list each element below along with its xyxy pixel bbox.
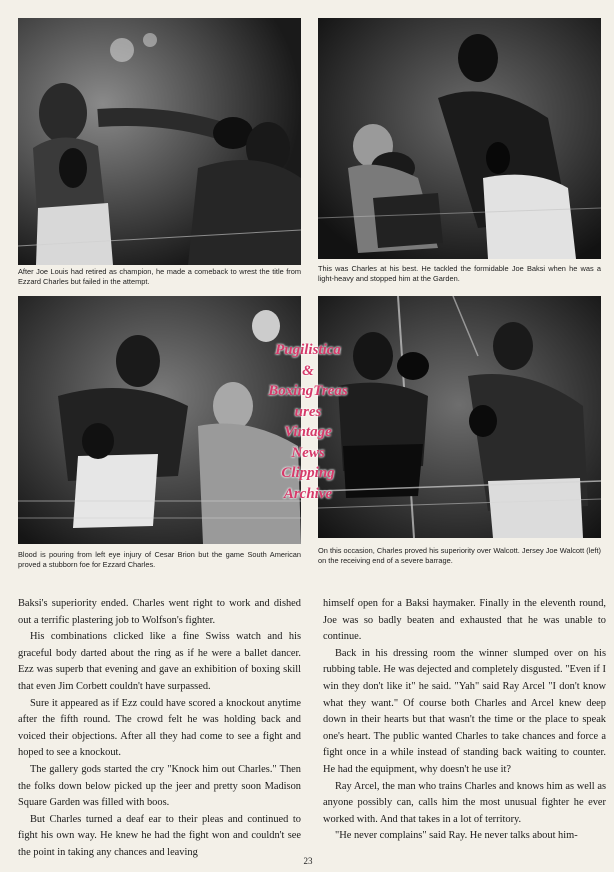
photo-charles-baksi xyxy=(318,18,601,259)
watermark-line: Clipping xyxy=(281,465,335,481)
article-left-column xyxy=(18,596,301,862)
watermark-line: Pugilistica xyxy=(275,342,341,358)
article-paragraph: But Charles turned a deaf ear to their pleas and continued to fight his own way. He knew he had the fight won and couldn't see the point in taking any chances and leaving xyxy=(18,813,301,858)
article-paragraph: Sure it appeared as if Ezz could have scored a knockout anytime after the fifth round. The crowd felt he was holding back and voiced their objections. After all they had come to see a fight and hoped to see a knockout. xyxy=(18,697,301,759)
article-paragraph: The gallery gods started the cry "Knock him out Charles." Then the folks down below picked up the jeer and pretty soon Madison Square Garden was filled with boos. xyxy=(18,763,301,809)
article-paragraph: "He never complains" said Ray. He never talks about him- xyxy=(335,830,578,842)
watermark-line: & xyxy=(302,362,314,379)
watermark-line: Vintage xyxy=(284,424,332,440)
article-paragraph: himself open for a Baksi haymaker. Finally in the eleventh round, Joe was so badly beaten and exhausted that he was unable to continue. xyxy=(323,598,606,643)
archive-watermark xyxy=(248,340,368,504)
caption-top-left: After Joe Louis had retired as champion, he made a comeback to wrest the title from Ezzard Charles but failed in the attempt. xyxy=(18,267,301,286)
article-right-column xyxy=(323,596,606,845)
photo-charles-baksi-image xyxy=(318,18,601,259)
watermark-line: Archive xyxy=(283,485,333,502)
watermark-line: BoxingTreas xyxy=(268,383,348,399)
photo-louis-charles-image xyxy=(18,18,301,265)
article-paragraph: Baksi's superiority ended. Charles went right to work and dished out a terrific plastering job to Wolfson's fighter. xyxy=(18,598,301,626)
watermark-line: ures xyxy=(294,403,322,420)
article-paragraph: Ray Arcel, the man who trains Charles and knows him as well as anyone possibly can, calls him the most unusual fighter he ever worked with. And that takes in a lot of territory. xyxy=(323,780,606,825)
caption-bottom-right: On this occasion, Charles proved his superiority over Walcott. Jersey Joe Walcott (left) on the receiving end of a severe barrage. xyxy=(318,546,601,565)
caption-top-right: This was Charles at his best. He tackled the formidable Joe Baksi when he was a light-heavy and stopped him at the Garden. xyxy=(318,264,601,283)
page-number: 23 xyxy=(303,856,313,866)
caption-bottom-left: Blood is pouring from left eye injury of Cesar Brion but the game South American proved a stubborn foe for Ezzard Charles. xyxy=(18,550,301,569)
article-paragraph: His combinations clicked like a fine Swiss watch and his graceful body darted about the ring as if he were a ballet dancer. Ezz was superb that evening and gave an exhibition of boxing skill that even Jim Corbett couldn't have surpassed. xyxy=(18,631,301,692)
photo-louis-charles xyxy=(18,18,301,265)
article-paragraph: Back in his dressing room the winner slumped over on his rubbing table. He was dejected and completely disgusted. "Even if I win they don't like it" he said. "Yah" said Ray Arcel "I don't know what they want." Of course both Charles and Arcel knew deep down in their hearts but that wasn't the time or the place to speak one's heart. The public wanted Charles to take chances and force a fight once in a while instead of standing back waiting to counter. He had the equipment, why doesn't he use it? xyxy=(323,647,606,775)
watermark-line: News xyxy=(291,444,325,461)
